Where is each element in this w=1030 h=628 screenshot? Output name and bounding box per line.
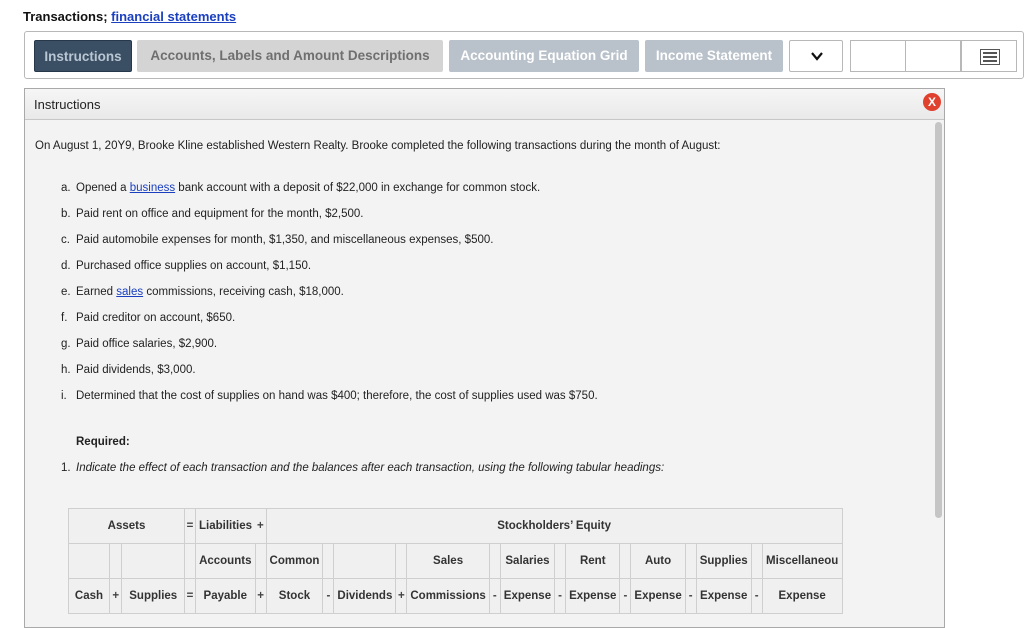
- transaction-item: c. Paid automobile expenses for month, $1,350, and miscellaneous expenses, $500.: [61, 234, 494, 246]
- tab-instructions[interactable]: Instructions: [34, 40, 132, 72]
- instructions-panel: [24, 88, 945, 628]
- close-icon[interactable]: X: [923, 93, 941, 111]
- panel-header: Instructions: [25, 89, 944, 120]
- page-title-prefix: Transactions;: [23, 9, 112, 24]
- expense-heading: Expense: [500, 579, 554, 614]
- liabilities-heading: Liabilities: [196, 509, 256, 544]
- required-item: 1. Indicate the effect of each transaction and the balances after each transaction, using the following tabular headings:: [61, 462, 665, 474]
- transaction-item: e. Earned sales commissions, receiving cash, $18,000.: [61, 286, 344, 298]
- tab-bar: [24, 31, 1024, 79]
- expense-heading: Expense: [631, 579, 685, 614]
- intro-text: On August 1, 20Y9, Brooke Kline established Western Realty. Brooke completed the following transactions during the month of August:: [35, 140, 721, 152]
- supplies-expense-heading: Supplies: [696, 544, 751, 579]
- commissions-heading: Commissions: [407, 579, 489, 614]
- plus-sign: +: [255, 509, 266, 544]
- blank-tab-slot-2[interactable]: [905, 40, 961, 72]
- scrollbar[interactable]: [932, 120, 944, 625]
- tab-accounting-equation-grid[interactable]: Accounting Equation Grid: [449, 40, 639, 72]
- payable-heading: Payable: [196, 579, 256, 614]
- business-link[interactable]: business: [129, 182, 176, 194]
- dividends-heading: Dividends: [334, 579, 396, 614]
- sales-heading: Sales: [407, 544, 489, 579]
- assets-heading: Assets: [69, 509, 185, 544]
- financial-statements-link[interactable]: financial statements: [111, 9, 237, 24]
- chevron-down-icon: [811, 52, 823, 61]
- common-heading: Common: [266, 544, 323, 579]
- tab-accounts-labels[interactable]: Accounts, Labels and Amount Descriptions: [137, 40, 443, 72]
- supplies-heading: Supplies: [122, 579, 185, 614]
- transaction-item: d. Purchased office supplies on account, $1,150.: [61, 260, 312, 272]
- menu-button[interactable]: [961, 40, 1017, 72]
- accounts-heading: Accounts: [196, 544, 256, 579]
- more-tabs-dropdown[interactable]: [789, 40, 843, 72]
- expense-heading: Expense: [762, 579, 842, 614]
- tab-income-statement[interactable]: Income Statement: [645, 40, 783, 72]
- blank-tab-slot-1[interactable]: [850, 40, 906, 72]
- transaction-item: i. Determined that the cost of supplies on hand was $400; therefore, the cost of supplies used was $750.: [61, 390, 598, 402]
- required-title: Required:: [76, 436, 130, 448]
- sales-link[interactable]: sales: [116, 286, 144, 298]
- equals-sign: =: [185, 509, 196, 544]
- stockholders-equity-heading: Stockholders’ Equity: [266, 509, 842, 544]
- transaction-item: a. Opened a business bank account with a deposit of $22,000 in exchange for common stock.: [61, 182, 541, 194]
- cash-heading: Cash: [69, 579, 110, 614]
- scroll-thumb[interactable]: [935, 122, 942, 518]
- auto-heading: Auto: [631, 544, 685, 579]
- tabular-headings-grid: Assets = Liabilities + Stockholders’ Equity Accounts Common Sales Salaries Rent Auto Supplies Miscellaneou Cash + Supplies = Payable + Stock - Dividends + Commissions - Expense - Expense - Expense - Expense - Expense: [68, 508, 843, 614]
- list-menu-icon: [980, 49, 1000, 65]
- transaction-item: f. Paid creditor on account, $650.: [61, 312, 236, 324]
- expense-heading: Expense: [696, 579, 751, 614]
- transaction-item: b. Paid rent on office and equipment for the month, $2,500.: [61, 208, 364, 220]
- salaries-heading: Salaries: [500, 544, 554, 579]
- rent-heading: Rent: [566, 544, 620, 579]
- miscellaneous-heading: Miscellaneou: [762, 544, 842, 579]
- page-title: [23, 9, 236, 24]
- transaction-item: g. Paid office salaries, $2,900.: [61, 338, 218, 350]
- transaction-item: h. Paid dividends, $3,000.: [61, 364, 196, 376]
- expense-heading: Expense: [566, 579, 620, 614]
- stock-heading: Stock: [266, 579, 323, 614]
